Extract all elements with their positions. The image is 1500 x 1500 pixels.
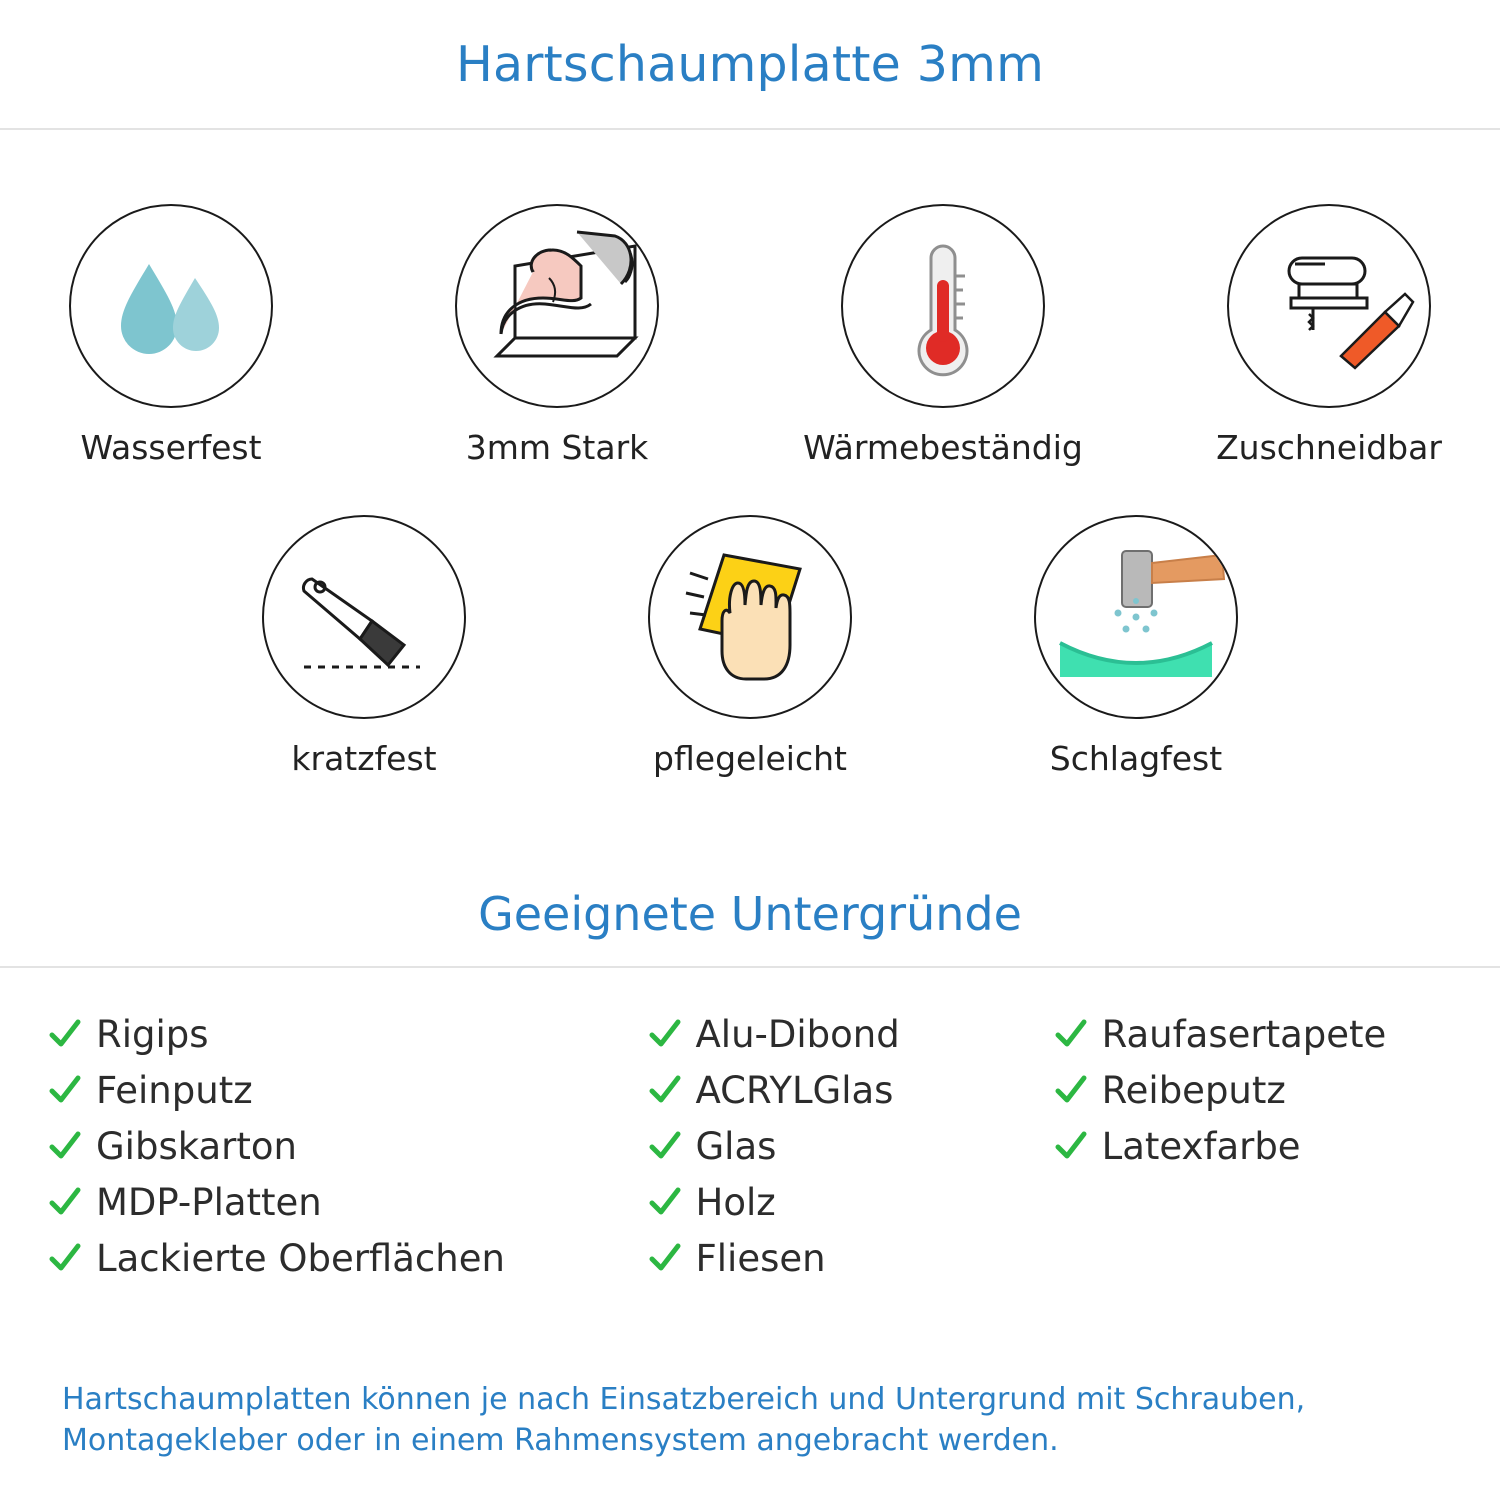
feature-row-1 [0,204,1500,467]
feature-wasserfest [26,204,316,467]
list-item-label: ACRYLGlas [695,1068,894,1112]
list-item [48,1064,648,1116]
list-item-label: Rigips [96,1012,209,1056]
section-title: Geeignete Untergründe [478,887,1022,941]
substrate-column-3 [1054,1008,1452,1284]
feature-label: 3mm Stark [465,428,649,467]
feature-waermebestaendig [798,204,1088,467]
thermometer-icon [843,206,1043,406]
list-item-label: Raufasertapete [1101,1012,1387,1056]
feature-row-2 [0,515,1500,778]
check-icon [648,1241,682,1275]
list-item [648,1120,1054,1172]
substrate-column-2 [648,1008,1054,1284]
check-icon [1054,1129,1088,1163]
footer-note: Hartschaumplatten können je nach Einsatzbereich und Untergrund mit Schrauben, Montagekleber oder in einem Rahmensystem angebracht werden. [62,1382,1306,1459]
list-item-label: MDP-Platten [96,1180,322,1224]
feature-label: pflegeleicht [653,739,847,778]
icon-circle [262,515,466,719]
check-icon [48,1185,82,1219]
icon-circle [1227,204,1431,408]
list-item-label: Latexfarbe [1101,1124,1301,1168]
feature-schlagfest [991,515,1281,778]
feature-pflegeleicht [605,515,895,778]
check-icon [648,1017,682,1051]
list-item [48,1008,648,1060]
icon-circle [841,204,1045,408]
list-item [1054,1064,1452,1116]
check-icon [48,1241,82,1275]
check-icon [1054,1017,1088,1051]
check-icon [648,1129,682,1163]
subtitle-band [0,862,1500,968]
list-item-label: Gibskarton [96,1124,297,1168]
list-item [48,1176,648,1228]
check-icon [1054,1073,1088,1107]
features-section [0,130,1500,778]
feature-zuschneidbar [1184,204,1474,467]
check-icon [48,1017,82,1051]
list-item-label: Fliesen [695,1236,826,1280]
title-band [0,0,1500,130]
substrate-column-1 [48,1008,648,1284]
feature-label: Schlagfest [1049,739,1223,778]
list-item-label: Holz [695,1180,776,1224]
knife-scratch-icon [264,517,464,717]
list-item [1054,1120,1452,1172]
list-item [648,1064,1054,1116]
feature-label: Zuschneidbar [1216,428,1442,467]
feature-label: Wasserfest [80,428,262,467]
list-item-label: Reibeputz [1101,1068,1286,1112]
list-item-label: Lackierte Oberflächen [96,1236,505,1280]
list-item [648,1232,1054,1284]
icon-circle [69,204,273,408]
list-item [48,1120,648,1172]
list-item [48,1232,648,1284]
strong-arm-icon [457,206,657,406]
feature-kratzfest [219,515,509,778]
check-icon [648,1185,682,1219]
substrates-section [0,968,1500,1284]
icon-circle [455,204,659,408]
check-icon [648,1073,682,1107]
list-item [648,1008,1054,1060]
check-icon [48,1073,82,1107]
check-icon [48,1129,82,1163]
icon-circle [1034,515,1238,719]
list-item-label: Glas [695,1124,777,1168]
feature-3mm-stark [412,204,702,467]
feature-label: Wärmebeständig [803,428,1083,467]
icon-circle [648,515,852,719]
hammer-impact-icon [1036,517,1236,717]
list-item-label: Alu-Dibond [695,1012,900,1056]
feature-label: kratzfest [291,739,437,778]
list-item-label: Feinputz [96,1068,253,1112]
jigsaw-cutter-icon [1229,206,1429,406]
water-drops-icon [71,206,271,406]
page-title: Hartschaumplatte 3mm [455,35,1045,93]
hand-cloth-wipe-icon [650,517,850,717]
list-item [1054,1008,1452,1060]
list-item [648,1176,1054,1228]
